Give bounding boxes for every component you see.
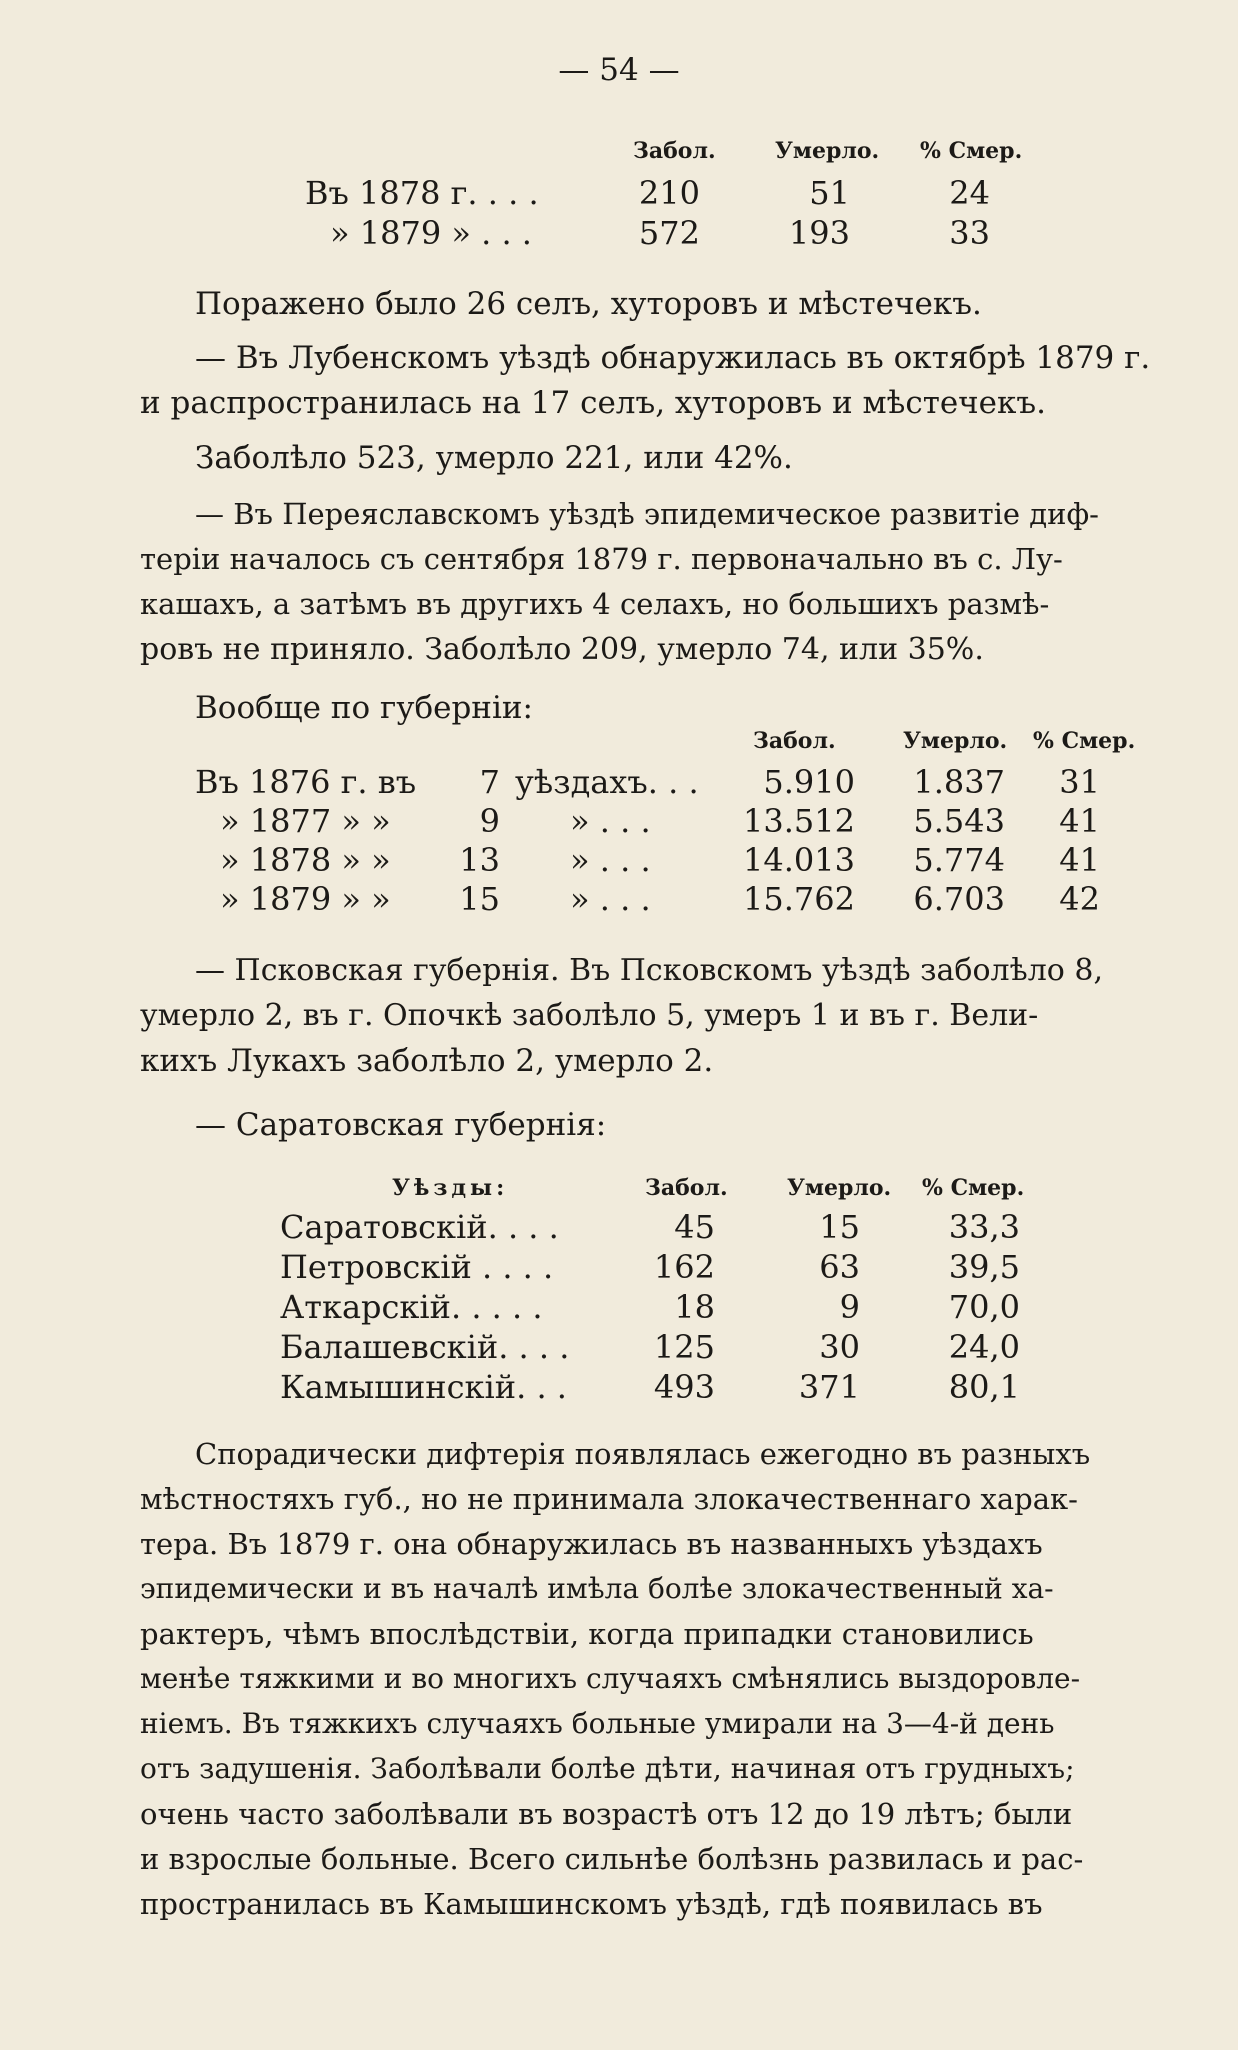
table-cell-umerlo: 63 bbox=[819, 1248, 860, 1286]
table-cell-umerlo: 5.543 bbox=[913, 802, 1005, 840]
table-cell-count: 15 bbox=[459, 880, 500, 918]
table-row-label: » 1879 » . . . bbox=[330, 214, 532, 252]
header-smer: % Смер. bbox=[922, 1175, 1025, 1201]
text-line: Заболѣло 523, умерло 221, или 42%. bbox=[195, 440, 793, 476]
text-line: Поражено было 26 селъ, хуторовъ и мѣстечекъ. bbox=[195, 286, 982, 322]
header-zabol: Забол. bbox=[645, 1175, 728, 1201]
header-uezdy: Уѣзды: bbox=[392, 1175, 509, 1201]
table-cell-umerlo: 371 bbox=[798, 1368, 860, 1406]
table-cell-smer: 39,5 bbox=[948, 1248, 1020, 1286]
page-number: — 54 — bbox=[558, 52, 680, 88]
table-cell-word: » . . . bbox=[570, 880, 651, 918]
table-cell-zabol: 14.013 bbox=[743, 841, 855, 879]
text-line: мѣстностяхъ губ., но не принимала злокачественнаго харак- bbox=[140, 1482, 1078, 1516]
table-cell-umerlo: 5.774 bbox=[913, 841, 1005, 879]
table-row-label: Въ 1878 г. . . . bbox=[305, 174, 539, 212]
table-cell-word: уѣздахъ. . . bbox=[515, 763, 699, 801]
text-line: — Въ Лубенскомъ уѣздѣ обнаружилась въ октябрѣ 1879 г. bbox=[195, 340, 1151, 376]
table-cell-zabol: 572 bbox=[638, 214, 700, 252]
table-cell-count: 9 bbox=[479, 802, 500, 840]
text-line: — Псковская губернія. Въ Псковскомъ уѣздѣ заболѣло 8, bbox=[195, 953, 1103, 988]
table-cell-umerlo: 30 bbox=[819, 1328, 860, 1366]
table-row-label: » 1879 » » bbox=[220, 880, 391, 918]
table-cell-smer: 24,0 bbox=[948, 1328, 1020, 1366]
text-line: умерло 2, въ г. Опочкѣ заболѣло 5, умеръ 1 и въ г. Вели- bbox=[140, 998, 1039, 1033]
table-row-label: Саратовскій. . . . bbox=[280, 1208, 559, 1246]
header-smer: % Смер. bbox=[1033, 728, 1136, 754]
text-line: тера. Въ 1879 г. она обнаружилась въ названныхъ уѣздахъ bbox=[140, 1527, 1043, 1561]
table-cell-smer: 33,3 bbox=[948, 1208, 1020, 1246]
table-cell-umerlo: 51 bbox=[809, 174, 850, 212]
table-cell-umerlo: 1.837 bbox=[913, 763, 1005, 801]
table-cell-zabol: 125 bbox=[653, 1328, 715, 1366]
table-cell-smer: 70,0 bbox=[948, 1288, 1020, 1326]
table-cell-smer: 80,1 bbox=[948, 1368, 1020, 1406]
table-row-label: » 1878 » » bbox=[220, 841, 391, 879]
header-smer: % Смер. bbox=[920, 138, 1023, 164]
text-line: — Саратовская губернія: bbox=[195, 1107, 607, 1143]
table-cell-zabol: 18 bbox=[674, 1288, 715, 1326]
table-cell-umerlo: 6.703 bbox=[913, 880, 1005, 918]
table-cell-word: » . . . bbox=[570, 841, 651, 879]
table-cell-word: » . . . bbox=[570, 802, 651, 840]
text-line: Вообще по губерніи: bbox=[195, 690, 533, 726]
text-line: и распространилась на 17 селъ, хуторовъ и мѣстечекъ. bbox=[140, 385, 1046, 421]
text-line: ровъ не приняло. Заболѣло 209, умерло 74, или 35%. bbox=[140, 632, 984, 667]
text-line: менѣе тяжкими и во многихъ случаяхъ смѣнялись выздоровле- bbox=[140, 1662, 1081, 1695]
table-cell-smer: 42 bbox=[1059, 880, 1100, 918]
table-cell-zabol: 493 bbox=[653, 1368, 715, 1406]
table-cell-zabol: 210 bbox=[638, 174, 700, 212]
table-cell-count: 13 bbox=[459, 841, 500, 879]
table-cell-umerlo: 15 bbox=[819, 1208, 860, 1246]
text-line: и взрослые больные. Всего сильнѣе болѣзнь развилась и рас- bbox=[140, 1842, 1084, 1876]
table-cell-zabol: 15.762 bbox=[743, 880, 855, 918]
header-zabol: Забол. bbox=[753, 728, 836, 754]
text-line: теріи началось съ сентября 1879 г. первоначально въ с. Лу- bbox=[140, 542, 1063, 576]
header-umerlo: Умерло. bbox=[775, 138, 880, 164]
text-line: отъ задушенія. Заболѣвали болѣе дѣти, начиная отъ грудныхъ; bbox=[140, 1752, 1075, 1785]
table-row-label: » 1877 » » bbox=[220, 802, 391, 840]
header-umerlo: Умерло. bbox=[903, 728, 1008, 754]
text-line: рактеръ, чѣмъ впослѣдствіи, когда припадки становились bbox=[140, 1617, 1034, 1651]
text-line: кашахъ, а затѣмъ въ другихъ 4 селахъ, но большихъ размѣ- bbox=[140, 587, 1050, 621]
text-line: пространилась въ Камышинскомъ уѣздѣ, гдѣ появилась въ bbox=[140, 1887, 1043, 1921]
table-cell-zabol: 45 bbox=[674, 1208, 715, 1246]
table-cell-zabol: 162 bbox=[653, 1248, 715, 1286]
table-cell-smer: 33 bbox=[949, 214, 990, 252]
table-cell-zabol: 5.910 bbox=[763, 763, 855, 801]
text-line: ніемъ. Въ тяжкихъ случаяхъ больные умирали на 3—4-й день bbox=[140, 1707, 1055, 1740]
table-cell-smer: 41 bbox=[1059, 802, 1100, 840]
table-cell-umerlo: 9 bbox=[839, 1288, 860, 1326]
header-zabol: Забол. bbox=[633, 138, 716, 164]
text-line: эпидемически и въ началѣ имѣла болѣе злокачественный ха- bbox=[140, 1572, 1054, 1605]
table-cell-count: 7 bbox=[479, 763, 500, 801]
table-cell-smer: 41 bbox=[1059, 841, 1100, 879]
text-line: очень часто заболѣвали въ возрастѣ отъ 12 до 19 лѣтъ; были bbox=[140, 1797, 1073, 1831]
text-line: кихъ Лукахъ заболѣло 2, умерло 2. bbox=[140, 1043, 714, 1079]
table-cell-smer: 31 bbox=[1059, 763, 1100, 801]
table-cell-smer: 24 bbox=[949, 174, 990, 212]
table-cell-zabol: 13.512 bbox=[743, 802, 855, 840]
text-line: Спорадически дифтерія появлялась ежегодно въ разныхъ bbox=[195, 1437, 1091, 1471]
table-row-label: Балашевскій. . . . bbox=[280, 1328, 570, 1366]
table-row-label: Въ 1876 г. въ bbox=[195, 763, 417, 801]
table-row-label: Петровскій . . . . bbox=[280, 1248, 554, 1286]
text-line: — Въ Переяславскомъ уѣздѣ эпидемическое развитіе диф- bbox=[195, 497, 1099, 531]
table-cell-umerlo: 193 bbox=[788, 214, 850, 252]
table-row-label: Аткарскій. . . . . bbox=[280, 1288, 543, 1326]
header-umerlo: Умерло. bbox=[787, 1175, 892, 1201]
table-row-label: Камышинскій. . . bbox=[280, 1368, 567, 1406]
